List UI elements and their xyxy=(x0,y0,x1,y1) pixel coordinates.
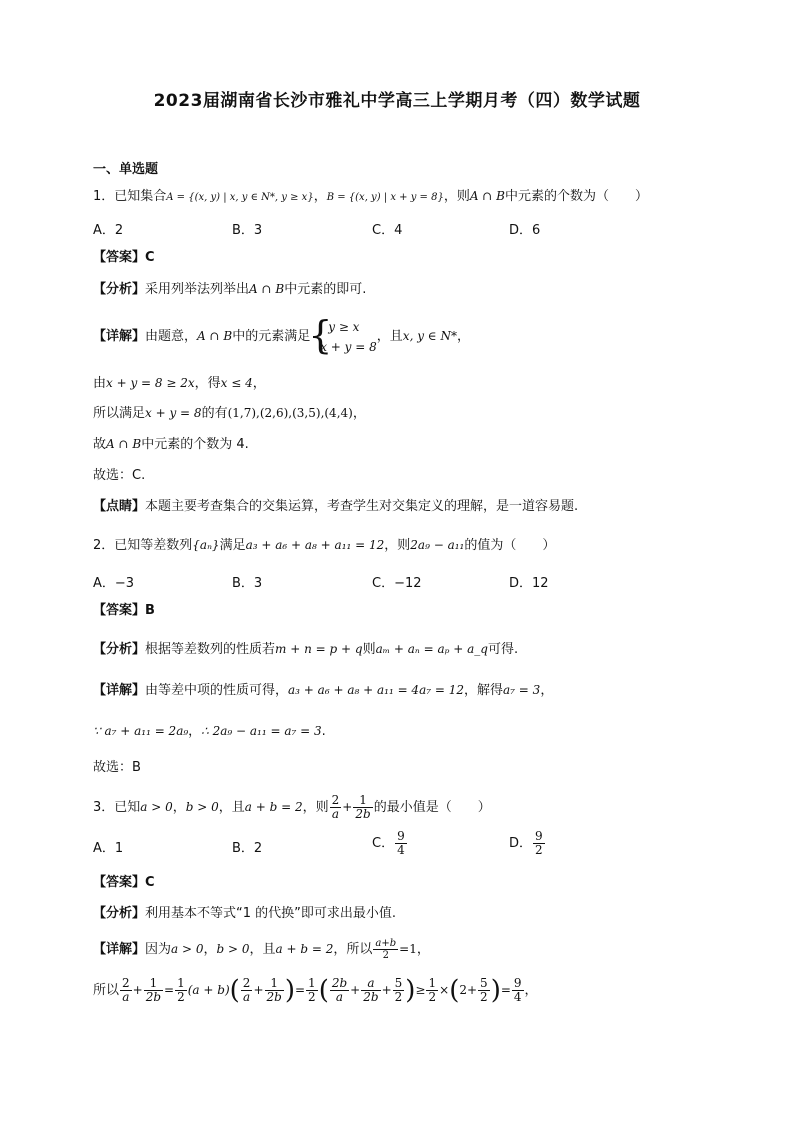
formula: (1,7),(2,6),(3,5),(4,4) xyxy=(227,406,353,420)
fraction xyxy=(120,977,132,1004)
denominator: a xyxy=(122,990,130,1004)
text: 中元素的个数为 4. xyxy=(141,437,249,452)
text: 本题主要考查集合的交集运算，考查学生对交集定义的理解，是一道容易题. xyxy=(145,499,579,514)
text: ， xyxy=(456,329,470,344)
formula: a₇ = 3 xyxy=(503,683,541,697)
fraction xyxy=(533,830,545,857)
text: ， xyxy=(203,942,217,957)
numerator: 9 xyxy=(397,829,405,843)
analysis-tag: 【分析】 xyxy=(93,642,146,657)
fraction xyxy=(330,794,342,821)
q3-final-derivation: 所以 $\frac{2}{a}$ + $\frac{1}{2b}$ = $\frac{1}{2}$ (a + b)( $\frac{2}{a}$ + $\frac{1}{2b}$ )= $\frac{1}{2}$ ( $\frac{2b}{a}$ + $\frac{a}{2b}$ + $\frac{5}{2}$ )≥ $\frac{1}{2}$ ×(2+ $\frac{5}{2}$ )= $\frac{9}{4}$ ， xyxy=(93,975,538,1006)
q3-option-d xyxy=(509,828,546,860)
q3-detail xyxy=(93,934,704,965)
q1-option-c: C．4 xyxy=(372,223,403,238)
text: 根据等差数列的性质若 xyxy=(145,642,276,657)
detail-tag: 【详解】 xyxy=(93,683,146,698)
q2-detail-line-2 xyxy=(93,722,704,741)
text: ， xyxy=(172,800,186,815)
text: ，则 xyxy=(302,800,329,815)
formula: aₘ + aₙ = aₚ + a_q xyxy=(375,642,488,656)
text: 所以满足 xyxy=(93,406,146,421)
q2-analysis xyxy=(93,640,704,659)
numerator: 2 xyxy=(331,793,340,807)
formula: A ∩ B xyxy=(106,437,142,451)
denominator: 2b xyxy=(145,990,162,1004)
analysis-tag: 【分析】 xyxy=(93,906,146,921)
q2-option-b: B．3 xyxy=(232,576,263,591)
text: ，所以 xyxy=(333,942,373,957)
text: 由等差中项的性质可得， xyxy=(145,683,289,698)
q3-option-b: B．2 xyxy=(232,841,263,856)
formula: a₃ + a₆ + a₈ + a₁₁ = 12 xyxy=(245,538,385,552)
formula: a₃ + a₆ + a₈ + a₁₁ = 4a₇ = 12 xyxy=(288,683,464,697)
system-line: { y ≥ x xyxy=(328,319,360,334)
denominator: 2 xyxy=(382,950,389,961)
q2-detail xyxy=(93,681,704,700)
q2-option-d: D．12 xyxy=(509,576,549,591)
q1-choose: 故选：C. xyxy=(93,468,146,483)
analysis-tag: 【分析】 xyxy=(93,282,146,297)
q1-detail-line-2 xyxy=(93,374,704,393)
option-label: D． xyxy=(509,836,533,851)
formula: a > 0 xyxy=(140,800,173,814)
detail-tag: 【详解】 xyxy=(93,942,146,957)
question-3-stem xyxy=(93,790,704,825)
section-heading: 一、单选题 xyxy=(93,162,159,177)
q1-detail-line-4 xyxy=(93,435,704,454)
q2-choose: 故选：B xyxy=(93,760,141,775)
text: 采用列举法列举出 xyxy=(145,282,250,297)
plus-sign: + xyxy=(342,800,353,814)
formula: ∴ 2a₉ − a₁₁ = a₇ = 3 xyxy=(201,724,322,738)
formula: ∵ a₇ + a₁₁ = 2a₉ xyxy=(93,724,189,738)
text: 1．已知集合 xyxy=(93,189,167,204)
q1-analysis xyxy=(93,280,704,299)
q1-comment xyxy=(93,498,704,516)
text: 所以 xyxy=(93,983,120,998)
formula: A ∩ B xyxy=(249,282,285,296)
formula: x, y ∈ N* xyxy=(402,329,457,343)
system-line: x + y = 8 xyxy=(320,339,377,354)
numerator: 9 xyxy=(535,829,543,843)
equation-system xyxy=(310,317,377,357)
detail-tag: 【详解】 xyxy=(93,329,146,344)
text: 满足 xyxy=(219,538,246,553)
text: ， xyxy=(352,406,366,421)
text: ，且 xyxy=(218,800,245,815)
formula: =1 xyxy=(399,942,417,956)
q3-option-c xyxy=(372,828,408,860)
text: 则 xyxy=(362,642,376,657)
denominator: 4 xyxy=(397,843,405,857)
text: ，且 xyxy=(376,329,403,344)
numerator: 1 xyxy=(144,977,163,991)
text: 的值为（ ） xyxy=(464,538,556,553)
text: ， xyxy=(540,683,554,698)
q3-analysis xyxy=(93,905,704,923)
fraction xyxy=(373,938,398,961)
denominator: a xyxy=(331,807,340,821)
formula: b > 0 xyxy=(185,800,219,814)
formula: m + n = p + q xyxy=(275,642,363,656)
text: ，则 xyxy=(384,538,411,553)
option-label: C． xyxy=(372,836,395,851)
q1-option-d: D．6 xyxy=(509,223,541,238)
intersection-formula: A ∩ B xyxy=(469,189,505,203)
denominator: 2 xyxy=(535,843,543,857)
formula: a + b = 2 xyxy=(275,942,334,956)
formula: a > 0 xyxy=(171,942,204,956)
q2-option-a: A．−3 xyxy=(93,576,135,591)
text: ， xyxy=(524,983,538,998)
formula: 2a₉ − a₁₁ xyxy=(410,538,465,552)
formula: A ∩ B xyxy=(197,329,233,343)
text: ， xyxy=(252,376,266,391)
formula: x ≤ 4 xyxy=(220,376,253,390)
text: ，得 xyxy=(194,376,221,391)
text: 中的元素满足 xyxy=(232,329,311,344)
q1-option-b: B．3 xyxy=(232,223,263,238)
text: ， xyxy=(188,724,202,739)
numerator: 2 xyxy=(122,976,130,990)
formula: a + b = 2 xyxy=(244,800,303,814)
formula: x + y = 8 ≥ 2x xyxy=(106,376,195,390)
q1-detail-line-3 xyxy=(93,404,704,423)
set-b-formula: B = {(x, y) | x + y = 8} xyxy=(326,192,444,203)
fraction xyxy=(353,794,372,821)
set-a-formula: A = {(x, y) | x, y ∈ N*, y ≥ x} xyxy=(166,192,314,203)
q1-detail xyxy=(93,316,704,357)
text: 由题意， xyxy=(145,329,198,344)
text: 2．已知等差数列 xyxy=(93,538,193,553)
q1-answer: 【答案】C xyxy=(93,250,155,265)
text: 3．已知 xyxy=(93,800,141,815)
text: 故 xyxy=(93,437,107,452)
text: 由 xyxy=(93,376,107,391)
text: 因为 xyxy=(145,942,172,957)
text: . xyxy=(321,724,326,739)
text: 利用基本不等式“1 的代换”即可求出最小值. xyxy=(145,906,397,921)
formula: b > 0 xyxy=(216,942,250,956)
numerator: 1 xyxy=(353,794,372,808)
denominator: 2b xyxy=(355,807,371,821)
q3-option-a: A．1 xyxy=(93,841,124,856)
q2-answer: 【答案】B xyxy=(93,603,155,618)
formula: x + y = 8 xyxy=(145,406,202,420)
text: 的最小值是（ ） xyxy=(373,800,491,815)
q2-option-c: C．−12 xyxy=(372,576,422,591)
text: 中元素的即可. xyxy=(284,282,367,297)
text: ，解得 xyxy=(464,683,504,698)
page-title: 2023届湖南省长沙市雅礼中学高三上学期月考（四）数学试题 xyxy=(153,91,641,111)
text: ， xyxy=(416,942,430,957)
text: 的有 xyxy=(201,406,228,421)
text: ， xyxy=(313,189,327,204)
fraction xyxy=(144,977,163,1004)
q3-answer: 【答案】C xyxy=(93,875,155,890)
question-2-stem xyxy=(93,536,704,555)
question-1-stem xyxy=(93,187,704,207)
comment-tag: 【点睛】 xyxy=(93,499,146,514)
text: ，且 xyxy=(249,942,276,957)
text: 中元素的个数为（ ） xyxy=(505,189,649,204)
text: ，则 xyxy=(443,189,470,204)
numerator: a+b xyxy=(375,938,397,949)
formula: {aₙ} xyxy=(192,538,220,552)
q1-option-a: A．2 xyxy=(93,223,124,238)
text: 可得. xyxy=(487,642,519,657)
fraction xyxy=(395,830,407,857)
